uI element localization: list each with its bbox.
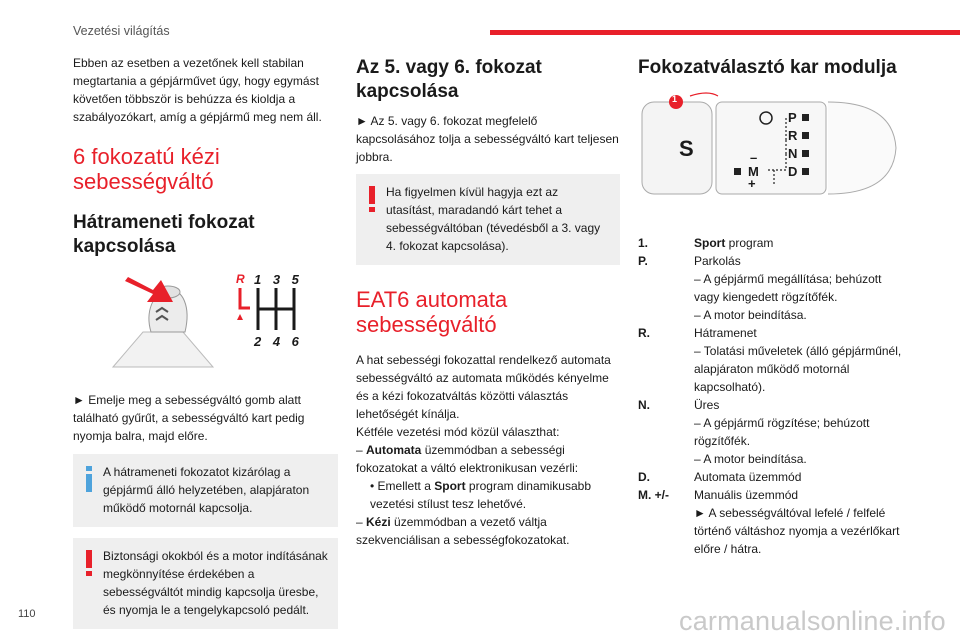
legend-item-d [638, 468, 908, 486]
warning-note-box [73, 538, 338, 629]
column-3 [638, 54, 908, 558]
legend-line: Parkolás [694, 254, 741, 268]
legend-value [694, 252, 908, 324]
legend-line: Üres [694, 398, 720, 412]
legend-bold: Sport [694, 236, 726, 250]
legend-line: – A motor beindítása. [694, 308, 807, 322]
legend-value [694, 468, 908, 486]
section-title-selector-module: Fokozatválasztó kar modulja [638, 57, 897, 78]
subsection-title-reverse: Hátrameneti fokozat kapcsolása [73, 212, 255, 257]
legend-item-p [638, 252, 908, 324]
selector-module-illustration [638, 88, 908, 208]
reverse-gear-illustration [73, 272, 338, 377]
mode-automatic: – Automata üzemmódban a sebességi fokozatokat a váltó elektronikusan vezérli: [356, 443, 579, 475]
warning-note-box-2 [356, 174, 620, 265]
legend-key: P. [638, 254, 648, 268]
header-accent-bar [490, 30, 960, 35]
gate-plus: + [748, 176, 756, 191]
legend-key: 1. [638, 236, 649, 250]
gate-r: R [788, 128, 798, 143]
callout-number: 1 [672, 94, 678, 104]
reverse-label: R [236, 272, 245, 286]
legend-item-m [638, 486, 908, 558]
running-header: Vezetési világítás [73, 24, 170, 38]
legend-line: – A motor beindítása. [694, 452, 807, 466]
sport-text: program dinamikusabb vezetési stílust tesz lehetővé. [370, 479, 591, 511]
sport-program-item: • Emellett a Sport program dinamikusabb vezetési stílust tesz lehetővé. [370, 479, 591, 511]
warning-icon [368, 186, 376, 212]
legend-line: Manuális üzemmód [694, 488, 799, 502]
legend-list [638, 234, 908, 558]
legend-value [694, 396, 908, 468]
mode-automatic-text: üzemmódban a sebességi fokozatokat a váltó elektronikusan vezérli: [356, 443, 579, 475]
sport-label: Sport [434, 479, 466, 493]
gate-minus: – [750, 150, 758, 165]
intro-paragraph: Ebben az esetben a vezetőnek kell stabilan megtartania a gépjárművet úgy, hogy egymást követően többször is behúzza és kioldja a szabályozókart, amíg a gépjármű meg nem áll. [73, 56, 322, 124]
sport-prefix: Emellett a [377, 479, 435, 493]
warning-note-text: Biztonsági okokból és a motor indításának megkönnyítése érdekében a sebességváltót mindig kapcsolja üresbe, és nyomja le a tengelykapcsoló pedált. [103, 549, 328, 617]
subsection-title-5th-6th: Az 5. vagy 6. fokozat kapcsolása [356, 57, 542, 102]
legend-value [694, 324, 908, 396]
info-note-text: A hátrameneti fokozatot kizárólag a gépjármű álló helyzetében, alapjáraton működő motornál kapcsolja. [103, 465, 310, 515]
mode-automatic-label: Automata [366, 443, 422, 457]
legend-line: – A gépjármű megállítása; behúzott vagy kiengedett rögzítőfék. [694, 272, 882, 304]
gate-p: P [788, 110, 797, 125]
legend-line: – Tolatási műveletek (álló gépjárműnél, alapjáraton működő motornál kapcsolható). [694, 344, 902, 394]
warning-icon [85, 550, 93, 576]
warning-note-text-2: Ha figyelmen kívül hagyja ezt az utasítást, maradandó kárt tehet a sebességváltóban (tévedésből a 3. vagy 4. fokozat kapcsolása). [386, 185, 601, 253]
legend-line: program [725, 236, 774, 250]
column-1 [73, 54, 338, 629]
legend-key: N. [638, 398, 650, 412]
info-icon [85, 466, 93, 492]
gate-d: D [788, 164, 798, 179]
legend-line: ► A sebességváltóval lefelé / felfelé történő váltáshoz nyomja a vezérlőkart előre / hátra. [694, 506, 900, 556]
mode-manual: – Kézi üzemmódban a vezető váltja szekvenciálisan a sebességfokozatokat. [356, 515, 570, 547]
column-2 [356, 54, 620, 549]
legend-value [694, 486, 908, 558]
legend-item-1 [638, 234, 908, 252]
reverse-step: ► Emelje meg a sebességváltó gomb alatt található gyűrűt, a sebességváltó kart pedig nyomja balra, majd előre. [73, 393, 305, 443]
legend-line: Hátramenet [694, 326, 757, 340]
section-title-eat6: EAT6 automata sebességváltó [356, 287, 508, 337]
legend-key: R. [638, 326, 650, 340]
info-note-box [73, 454, 338, 527]
top-gears-label: 1 3 5 [254, 272, 303, 287]
legend-key: D. [638, 470, 650, 484]
legend-line: Automata üzemmód [694, 470, 802, 484]
watermark: carmanualsonline.info [679, 606, 946, 636]
legend-item-r [638, 324, 908, 396]
modes-intro: Kétféle vezetési mód közül választhat: [356, 425, 560, 439]
fifth-sixth-step: ► Az 5. vagy 6. fokozat megfelelő kapcsolásához tolja a sebességváltó kart teljesen jobbra. [356, 114, 619, 164]
bottom-gears-label: 2 4 6 [254, 334, 303, 349]
legend-line: – A gépjármű rögzítése; behúzott rögzítőfék. [694, 416, 870, 448]
page-number: 110 [18, 608, 36, 620]
eat6-intro: A hat sebességi fokozattal rendelkező automata sebességváltó az automata működés kényelme és a kézi fokozatváltás közötti választás lehetőségét kínálja. [356, 353, 611, 421]
section-title-manual-gearbox: 6 fokozatú kézi sebességváltó [73, 144, 220, 194]
mode-manual-label: Kézi [366, 515, 391, 529]
gate-m: M [748, 164, 759, 179]
legend-key: M. +/- [638, 488, 670, 502]
legend-item-n [638, 396, 908, 468]
sport-button-label: S [679, 136, 694, 161]
legend-value [694, 234, 908, 252]
gate-n: N [788, 146, 798, 161]
mode-manual-text: üzemmódban a vezető váltja szekvenciálisan a sebességfokozatokat. [356, 515, 570, 547]
gear-shift-pattern [236, 272, 306, 352]
